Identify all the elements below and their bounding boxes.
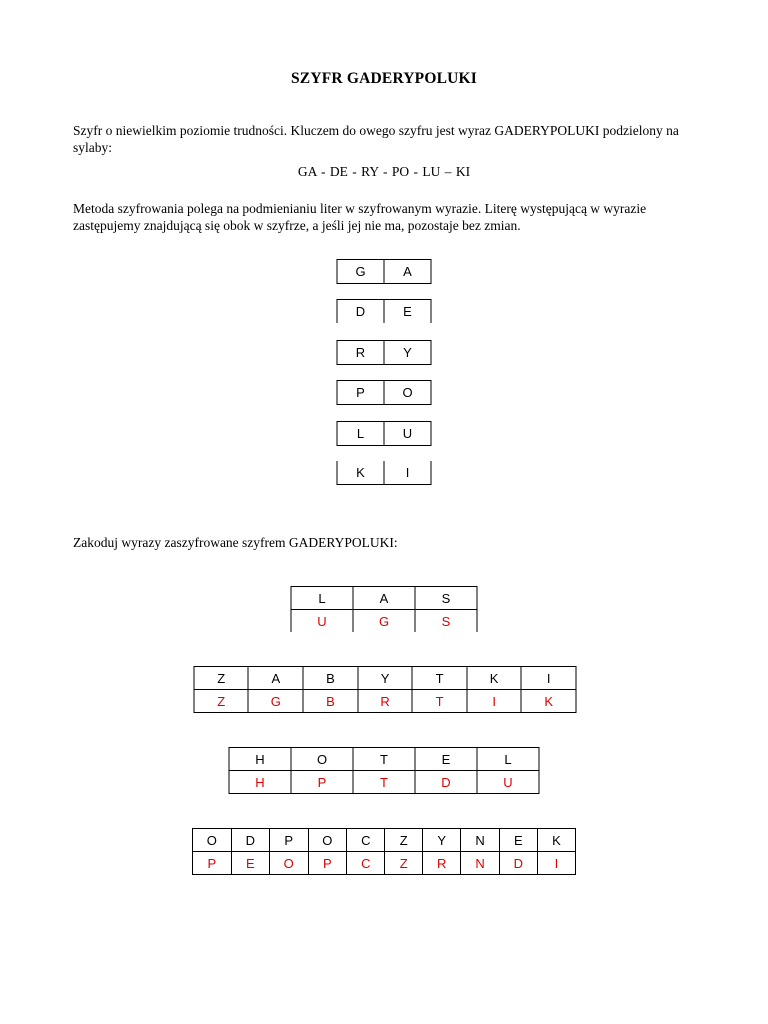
key-letter: L [337, 422, 384, 446]
cipher-letter: I [467, 690, 522, 713]
plain-letter: Y [358, 667, 413, 690]
cipher-letter: D [415, 771, 477, 794]
plain-letter: K [537, 829, 575, 852]
plain-letter: O [193, 829, 232, 852]
plain-letter: K [467, 667, 522, 690]
key-letter: U [384, 422, 431, 446]
plain-letter: O [308, 829, 347, 852]
plain-letter: S [415, 587, 477, 610]
key-letter: Y [384, 341, 431, 365]
cipher-letter: P [291, 771, 353, 794]
key-pair-table [337, 380, 432, 405]
page-title: SZYFR GADERYPOLUKI [290, 70, 478, 87]
plain-letter: Z [385, 829, 423, 852]
cipher-letter: T [412, 690, 466, 713]
exercise-instruction: Zakoduj wyrazy zaszyfrowane szyfrem GADERYPOLUKI: [73, 535, 398, 550]
key-letter: R [337, 341, 384, 365]
cipher-letter: P [193, 852, 232, 875]
key-pair-table [337, 259, 432, 284]
plain-letter: T [353, 748, 415, 771]
key-letter: P [337, 381, 384, 405]
cipher-letter: I [537, 852, 575, 875]
plain-letter: A [248, 667, 303, 690]
cipher-letter: C [347, 852, 385, 875]
key-letter: E [384, 300, 431, 324]
cipher-letter: D [499, 852, 537, 875]
plain-letter: B [303, 667, 358, 690]
key-letter: I [384, 461, 431, 485]
cipher-letter: S [415, 610, 477, 633]
key-pair-table [337, 421, 432, 446]
cipher-letter: K [521, 690, 576, 713]
plain-letter: P [269, 829, 308, 852]
method-paragraph: Metoda szyfrowania polega na podmienianiu liter w szyfrowanym wyrazie. Literę występującą w wyrazie zastępujemy znajdującą się obok w szyfrze, a jeśli jej nie ma, pozostaje bez zmian. [73, 201, 647, 233]
cipher-letter: R [358, 690, 413, 713]
cipher-letter: T [353, 771, 415, 794]
plain-letter: L [291, 587, 353, 610]
plain-letter: H [229, 748, 291, 771]
plain-letter: Y [423, 829, 461, 852]
key-pair-table [337, 461, 432, 485]
plain-letter: T [412, 667, 466, 690]
cipher-letter: E [231, 852, 269, 875]
plain-letter: O [291, 748, 353, 771]
cipher-letter: P [308, 852, 347, 875]
plain-letter: Z [194, 667, 248, 690]
intro-paragraph: Szyfr o niewielkim poziomie trudności. Kluczem do owego szyfru jest wyraz GADERYPOLUKI podzielony na sylaby: [73, 123, 679, 155]
key-pair-table [337, 299, 432, 323]
plain-letter: E [499, 829, 537, 852]
cipher-letter: G [353, 610, 415, 633]
key-letter: O [384, 381, 431, 405]
cipher-letter: Z [194, 690, 248, 713]
cipher-letter: U [477, 771, 539, 794]
cipher-letter: B [303, 690, 358, 713]
plain-letter: I [521, 667, 576, 690]
key-pair-table [337, 340, 432, 365]
exercise-table-odpoczynek [192, 828, 576, 875]
exercise-table-zabytki [194, 666, 577, 713]
cipher-letter: N [461, 852, 499, 875]
plain-letter: L [477, 748, 539, 771]
key-letter: K [337, 461, 384, 485]
cipher-letter: G [248, 690, 303, 713]
key-letter: G [337, 260, 384, 284]
exercise-table-las [291, 586, 478, 632]
plain-letter: D [231, 829, 269, 852]
key-letter: A [384, 260, 431, 284]
key-syllables: GA - DE - RY - PO - LU – KI [297, 164, 471, 179]
cipher-letter: U [291, 610, 353, 633]
cipher-letter: H [229, 771, 291, 794]
cipher-letter: R [423, 852, 461, 875]
exercise-table-hotel [229, 747, 540, 794]
plain-letter: A [353, 587, 415, 610]
key-letter: D [337, 300, 384, 324]
cipher-letter: O [269, 852, 308, 875]
cipher-letter: Z [385, 852, 423, 875]
plain-letter: N [461, 829, 499, 852]
plain-letter: E [415, 748, 477, 771]
plain-letter: C [347, 829, 385, 852]
